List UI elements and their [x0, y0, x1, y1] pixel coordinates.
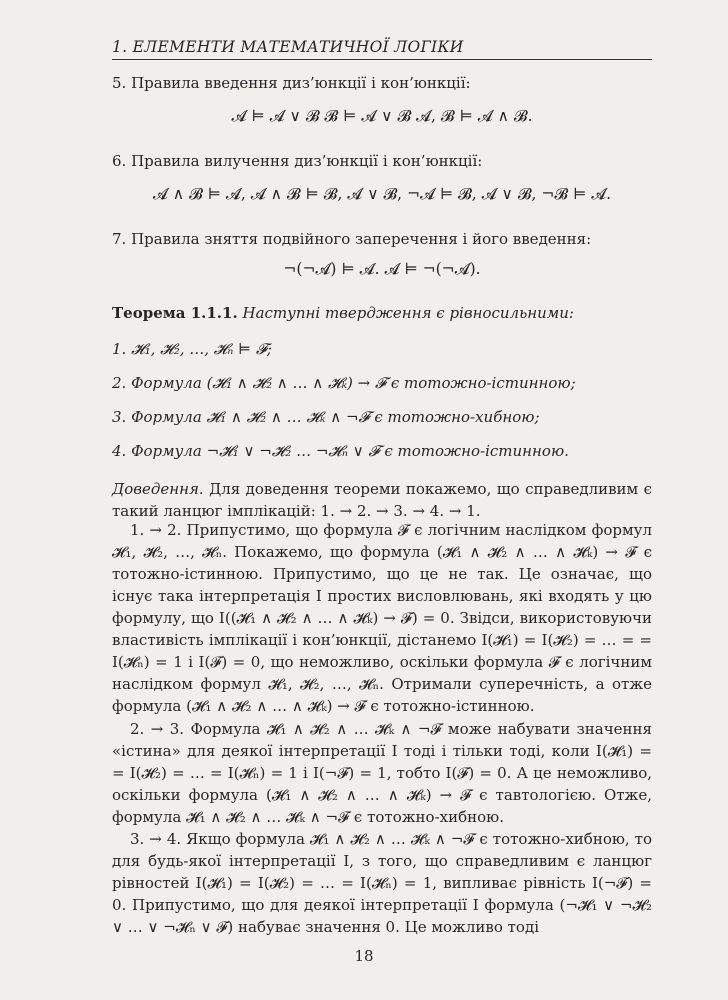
- theorem-statement: Наступні твердження є рівносильними:: [242, 304, 574, 322]
- proof-label: Доведення.: [112, 480, 204, 498]
- proof-paragraph-3: 3. → 4. Якщо формула 𝓗₁ ∧ 𝓗₂ ∧ … 𝓗ₖ ∧ ¬𝓕 є тотожно-хибною, то для будь-якої інтерпретації I, з того, що справедливим є ланцюг рівностей I(𝓗₁) = I(𝓗₂) = … = I(𝓗ₙ) = 1, випливає рівність I(¬𝓕) = 0. Припустимо, що для деякої інтерпретації I формула (¬𝓗₁ ∨ ¬𝓗₂ ∨ … ∨ ¬𝓗ₙ ∨ 𝓕) набуває значення 0. Це можливо тоді: [112, 830, 652, 936]
- page-number: 18: [354, 947, 374, 965]
- rule-6-formula: 𝓐 ∧ 𝓑 ⊨ 𝓐, 𝓐 ∧ 𝓑 ⊨ 𝓑, 𝓐 ∨ 𝓑, ¬𝓐 ⊨ 𝓑, 𝓐 ∨ 𝓑, ¬𝓑 ⊨ 𝓐.: [152, 185, 612, 203]
- proof-paragraph-1: 1. → 2. Припустимо, що формула 𝓕 є логічним наслідком формул 𝓗₁, 𝓗₂, …, 𝓗ₙ. Покажемо, що формула (𝓗₁ ∧ 𝓗₂ ∧ … ∧ 𝓗ₖ) → 𝓕 є тотожно-істинною. Припустимо, що це не так. Це означає, що існує така інтерпретація I простих висловлювань, які входять у цю формулу, що I((𝓗₁ ∧ 𝓗₂ ∧ … ∧ 𝓗ₖ) → 𝓕) = 0. Звідси, використовуючи властивість імплікації і кон’юнкції, дістанемо I(𝓗₁) = I(𝓗₂) = … = = I(𝓗ₙ) = 1 і I(𝓕) = 0, що неможливо, оскільки формула 𝓕 є логічним наслідком формул 𝓗₁, 𝓗₂, …, 𝓗ₙ. Отримали суперечність, а отже формула (𝓗₁ ∧ 𝓗₂ ∧ … ∧ 𝓗ₖ) → 𝓕 є тотожно-істинною.: [112, 521, 652, 715]
- theorem-item-1: 1. 𝓗₁, 𝓗₂, …, 𝓗ₙ ⊨ 𝓕;: [112, 340, 272, 358]
- rule-5-formula: 𝓐 ⊨ 𝓐 ∨ 𝓑 𝓑 ⊨ 𝓐 ∨ 𝓑 𝓐, 𝓑 ⊨ 𝓐 ∧ 𝓑.: [231, 107, 533, 125]
- theorem-item-2: 2. Формула (𝓗₁ ∧ 𝓗₂ ∧ … ∧ 𝓗ₖ) → 𝓕 є тотожно-істинною;: [112, 374, 576, 392]
- theorem-item-3: 3. Формула 𝓗₁ ∧ 𝓗₂ ∧ … 𝓗ₖ ∧ ¬𝓕 є тотожно-хибною;: [112, 408, 540, 426]
- proof-intro-text: Для доведення теореми покажемо, що справедливим є такий ланцюг імплікацій: 1. → 2. → 3. → 4. → 1.: [112, 480, 652, 520]
- theorem-label: Теорема 1.1.1.: [112, 304, 238, 322]
- rule-5-heading: 5. Правила введення диз’юнкції і кон’юнкції:: [112, 74, 471, 92]
- rule-6-heading: 6. Правила вилучення диз’юнкції і кон’юнкції:: [112, 152, 483, 170]
- rule-7-heading: 7. Правила зняття подвійного заперечення і його введення:: [112, 230, 592, 248]
- theorem-title: [112, 302, 652, 324]
- running-header: 1. ЕЛЕМЕНТИ МАТЕМАТИЧНОЇ ЛОГІКИ: [112, 38, 652, 60]
- theorem-item-4: 4. Формула ¬𝓗₁ ∨ ¬𝓗₂ … ¬𝓗ₙ ∨ 𝓕 є тотожно-істинною.: [112, 442, 569, 460]
- proof-paragraph-2: 2. → 3. Формула 𝓗₁ ∧ 𝓗₂ ∧ … 𝓗ₖ ∧ ¬𝓕 може набувати значення «істина» для деякої інтерпретації I тоді і тільки тоді, коли I(𝓗₁) = = I(𝓗₂) = … = I(𝓗ₙ) = 1 і I(¬𝓕) = 1, тобто I(𝓕) = 0. А це неможливо, оскільки формула (𝓗₁ ∧ 𝓗₂ ∧ … ∧ 𝓗ₖ) → 𝓕 є тавтологією. Отже, формула 𝓗₁ ∧ 𝓗₂ ∧ … 𝓗ₖ ∧ ¬𝓕 є тотожно-хибною.: [112, 720, 652, 826]
- rule-7-formula: ¬(¬𝓐) ⊨ 𝓐. 𝓐 ⊨ ¬(¬𝓐).: [283, 260, 481, 278]
- proof-intro: [112, 478, 652, 522]
